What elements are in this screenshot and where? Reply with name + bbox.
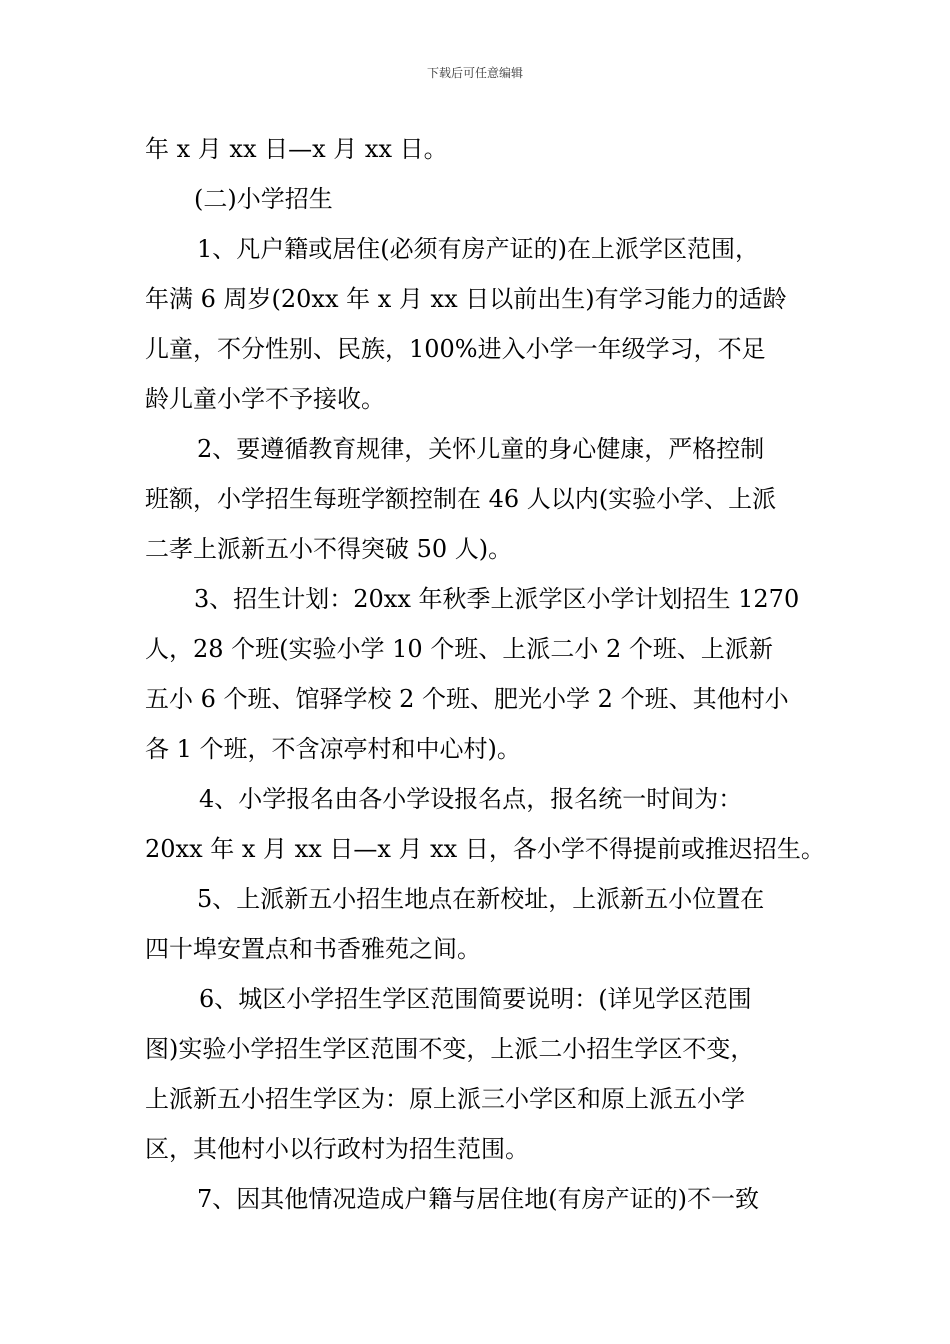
paragraph-4-line-1: 4、小学报名由各小学设报名点，报名统一时间为： xyxy=(199,785,743,813)
paragraph-3-line-2: 人，28 个班(实验小学 10 个班、上派二小 2 个班、上派新 xyxy=(145,635,773,663)
section-heading-primary-enrollment: (二)小学招生 xyxy=(194,185,333,213)
page-header: 下载后可任意编辑 xyxy=(426,66,523,80)
paragraph-1-line-4: 龄儿童小学不予接收。 xyxy=(145,385,385,413)
paragraph-6-line-2: 图)实验小学招生学区范围不变，上派二小招生学区不变， xyxy=(145,1035,755,1063)
paragraph-3-line-4: 各 1 个班，不含凉亭村和中心村)。 xyxy=(145,735,521,763)
paragraph-6-line-3: 上派新五小招生学区为：原上派三小学区和原上派五小学 xyxy=(145,1085,745,1113)
paragraph-2-line-3: 二孝上派新五小不得突破 50 人)。 xyxy=(145,535,513,563)
paragraph-2-line-2: 班额，小学招生每班学额控制在 46 人以内(实验小学、上派 xyxy=(145,485,777,513)
paragraph-2-line-1: 2、要遵循教育规律，关怀儿童的身心健康，严格控制 xyxy=(197,435,765,463)
text-line-1: 年 x 月 xx 日—x 月 xx 日。 xyxy=(145,135,448,163)
document-body xyxy=(145,124,825,1224)
paragraph-3-line-3: 五小 6 个班、馆驿学校 2 个班、肥光小学 2 个班、其他村小 xyxy=(145,685,789,713)
paragraph-7-line-1: 7、因其他情况造成户籍与居住地(有房产证的)不一致 xyxy=(197,1185,759,1213)
paragraph-1-line-1: 1、凡户籍或居住(必须有房产证的)在上派学区范围， xyxy=(197,235,759,263)
paragraph-1-line-2: 年满 6 周岁(20xx 年 x 月 xx 日以前出生)有学习能力的适龄 xyxy=(145,285,787,313)
paragraph-5-line-2: 四十埠安置点和书香雅苑之间。 xyxy=(145,935,481,963)
paragraph-4-line-2: 20xx 年 x 月 xx 日—x 月 xx 日，各小学不得提前或推迟招生。 xyxy=(145,835,825,863)
paragraph-5-line-1: 5、上派新五小招生地点在新校址，上派新五小位置在 xyxy=(197,885,765,913)
paragraph-1-line-3: 儿童，不分性别、民族，100%进入小学一年级学习，不足 xyxy=(145,335,766,363)
paragraph-6-line-4: 区，其他村小以行政村为招生范围。 xyxy=(145,1135,529,1163)
paragraph-3-line-1: 3、招生计划：20xx 年秋季上派学区小学计划招生 1270 xyxy=(194,585,800,613)
paragraph-6-line-1: 6、城区小学招生学区范围简要说明：(详见学区范围 xyxy=(199,985,752,1013)
